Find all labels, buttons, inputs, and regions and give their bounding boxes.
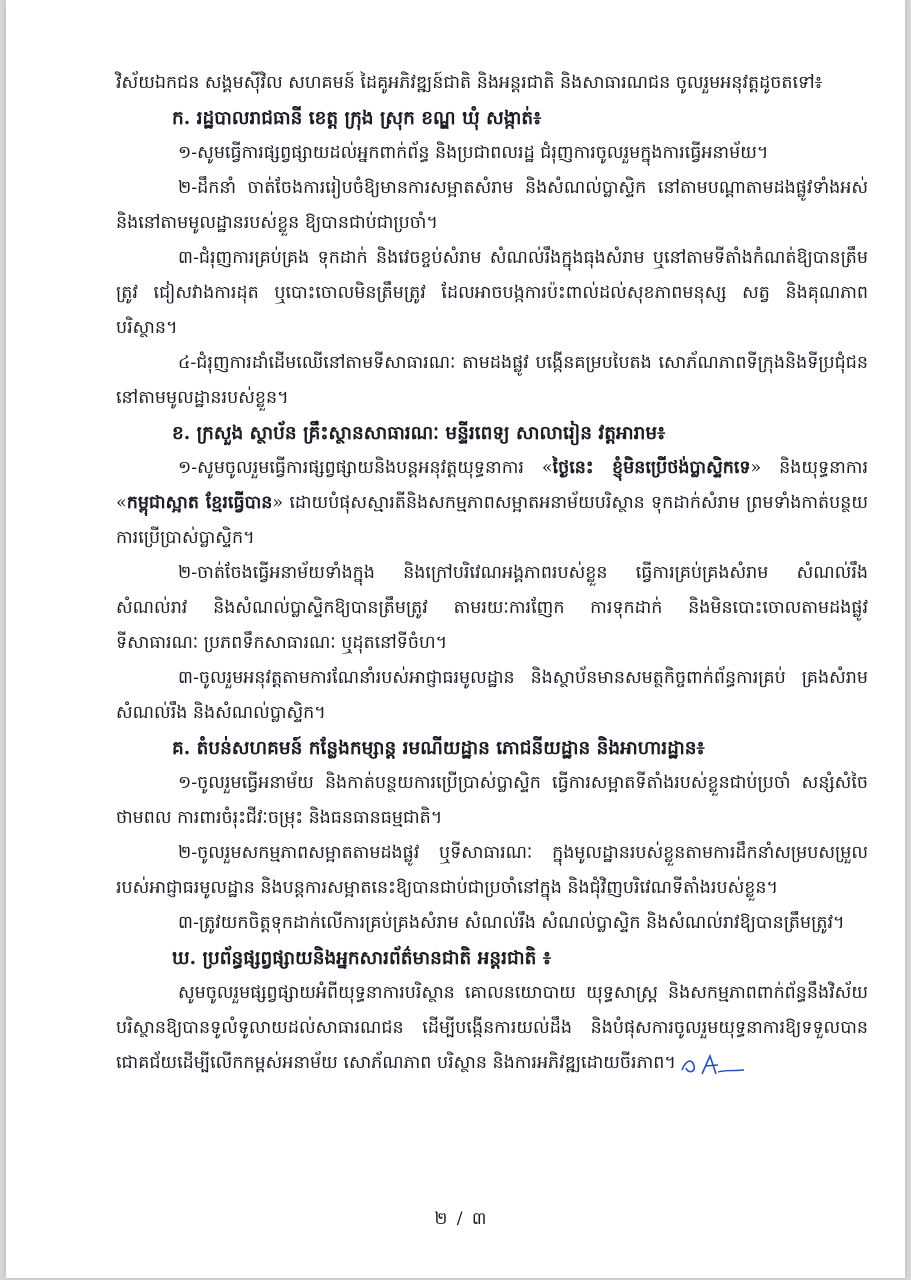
section-c-heading: គ. តំបន់សហគមន៍ កន្លែងកម្សាន្ត រមណីយដ្ឋាន ភោជនីយដ្ឋាន និងអាហារដ្ឋាន៖ <box>172 738 705 759</box>
section-b-item-1-mid: » និងយុទ្ធនាការ « <box>116 458 869 513</box>
page-number: ២ / ៣ <box>434 1209 489 1229</box>
section-a-heading: ក. រដ្ឋបាលរាជធានី ខេត្ត ក្រុង ស្រុក ខណ្ឌ ឃុំ សង្កាត់៖ <box>172 108 542 129</box>
section-c-item-2: ២-ចូលរួមសកម្មភាពសម្អាតតាមដងផ្លូវ ឬទីសាធារណៈ ក្នុងមូលដ្ឋានរបស់ខ្លួនតាមការដឹកនាំសម្របសម្រួលរបស់អាជ្ញាធរមូលដ្ឋាន និងបន្តការសម្អាតនេះឱ្យបានជាប់ជាប្រចាំនៅក្នុង និងជុំវិញបរិវេណទីតាំងរបស់ខ្លួន។ <box>116 843 868 898</box>
section-b-item-2: ២-ចាត់ចែងធ្វើអនាម័យទាំងក្នុង និងក្រៅបរិវេណអង្គភាពរបស់ខ្លួន ធ្វើការគ្រប់គ្រងសំរាម សំណល់រឹង សំណល់រាវ និងសំណល់ប្លាស្ទិកឱ្យបានត្រឹមត្រូវ តាមរយៈការញែក ការទុកដាក់ និងមិនបោះចោលតាមដងផ្លូវ ទីសាធារណៈ ប្រភពទឹកសាធារណៈ ឬដុតនៅទីចំហ។ <box>116 563 868 653</box>
campaign-name-no-plastic-bag: ថ្ងៃនេះ ខ្ញុំមិនប្រើថង់ប្លាស្ទិកទេ <box>552 458 751 478</box>
section-a-item-1: ១-សូមធ្វើការផ្សព្វផ្សាយដល់អ្នកពាក់ព័ន្ធ និងប្រជាពលរដ្ឋ ជំរុញការចូលរួមក្នុងការធ្វើអនាម័យ។ <box>178 143 769 163</box>
section-d-heading: ឃ. ប្រព័ន្ធផ្សព្វផ្សាយនិងអ្នកសារព័ត៌មានជាតិ អន្តរជាតិ ៖ <box>172 948 551 969</box>
section-a-item-4: ៤-ជំរុញការដាំដើមឈើនៅតាមទីសាធារណៈ តាមដងផ្លូវ បង្កើនគម្របបៃតង សោភ័ណភាពទីក្រុងនិងទីប្រជុំជន នៅតាមមូលដ្ឋានរបស់ខ្លួន។ <box>116 353 868 408</box>
intro-paragraph: វិស័យឯកជន សង្គមស៊ីវិល សហគមន៍ ដៃគូអភិវឌ្ឍន៍ជាតិ និងអន្តរជាតិ និងសាធារណជន ចូលរួមអនុវត្តដូចតទៅ៖ <box>116 73 823 93</box>
section-a-item-3: ៣-ជំរុញការគ្រប់គ្រង ទុកដាក់ និងវេចខ្ចប់សំរាម សំណល់រឹងក្នុងធុងសំរាម ឬនៅតាមទីតាំងកំណត់ឱ្យបានត្រឹមត្រូវ ជៀសវាងការដុត ឬបោះចោលមិនត្រឹមត្រូវ ដែលអាចបង្កការប៉ះពាល់ដល់សុខភាពមនុស្ស សត្វ និងគុណភាពបរិស្ថាន។ <box>116 248 868 338</box>
initials-signature-icon <box>678 1050 748 1078</box>
section-c-item-3: ៣-ត្រូវយកចិត្តទុកដាក់លើការគ្រប់គ្រងសំរាម សំណល់រឹង សំណល់ប្លាស្ទិក និងសំណល់រាវឱ្យបានត្រឹមត្រូវ។ <box>178 913 845 933</box>
section-b-heading: ខ. ក្រសួង ស្ថាប័ន គ្រឹះស្ថានសាធារណៈ មន្ទីរពេទ្យ សាលារៀន វត្តអារាម៖ <box>172 423 666 444</box>
section-b-item-1-pre: ១-សូមចូលរួមធ្វើការផ្សព្វផ្សាយនិងបន្តអនុវត្តយុទ្ធនាការ « <box>178 458 553 478</box>
section-b-item-1-post: » ដោយបំផុសស្មារតីនិងសកម្មភាពសម្អាតអនាម័យបរិស្ថាន ទុកដាក់សំរាម ព្រមទាំងកាត់បន្ថយការប្រើប្រាស់ប្លាស្ទិក។ <box>116 493 868 548</box>
campaign-name-clean-cambodia: កម្ពុជាស្អាត ខ្មែរធ្វើបាន <box>126 493 273 513</box>
section-d-text: សូមចូលរួមផ្សព្វផ្សាយអំពីយុទ្ធនាការបរិស្ថាន គោលនយោបាយ យុទ្ធសាស្ត្រ និងសកម្មភាពពាក់ព័ន្ធនឹងវិស័យបរិស្ថានឱ្យបានទូលំទូលាយដល់សាធារណជន ដើម្បីបង្កើនការយល់ដឹង និងបំផុសការចូលរួមយុទ្ធនាការឱ្យទទួលបានជោគជ័យដើម្បីលើកកម្ពស់អនាម័យ សោភ័ណភាព បរិស្ថាន និងការអភិវឌ្ឍដោយចីរភាព។ <box>116 983 868 1073</box>
document-body <box>116 66 868 1081</box>
section-d-paragraph <box>116 976 868 1081</box>
section-b-item-3: ៣-ចូលរួមអនុវត្តតាមការណែនាំរបស់អាជ្ញាធរមូលដ្ឋាន និងស្ថាប័នមានសមត្ថកិច្ចពាក់ព័ន្ធការគ្រប់ គ្រងសំរាម សំណល់រឹង និងសំណល់ប្លាស្ទិក។ <box>116 668 868 723</box>
document-page <box>6 0 905 1278</box>
section-b-item-1 <box>116 451 868 556</box>
section-a-item-2: ២-ដឹកនាំ ចាត់ចែងការរៀបចំឱ្យមានការសម្អាតសំរាម និងសំណល់ប្លាស្ទិក នៅតាមបណ្ដាតាមដងផ្លូវទាំងអស់ និងនៅតាមមូលដ្ឋានរបស់ខ្លួន ឱ្យបានជាប់ជាប្រចាំ។ <box>116 178 868 233</box>
section-c-item-1: ១-ចូលរួមធ្វើអនាម័យ និងកាត់បន្ថយការប្រើប្រាស់ប្លាស្ទិក ធ្វើការសម្អាតទីតាំងរបស់ខ្លួនជាប់ប្រចាំ សន្សំសំចៃថាមពល ការពារចំរុះជីវៈចម្រុះ និងធនធានធម្មជាតិ។ <box>116 773 868 828</box>
